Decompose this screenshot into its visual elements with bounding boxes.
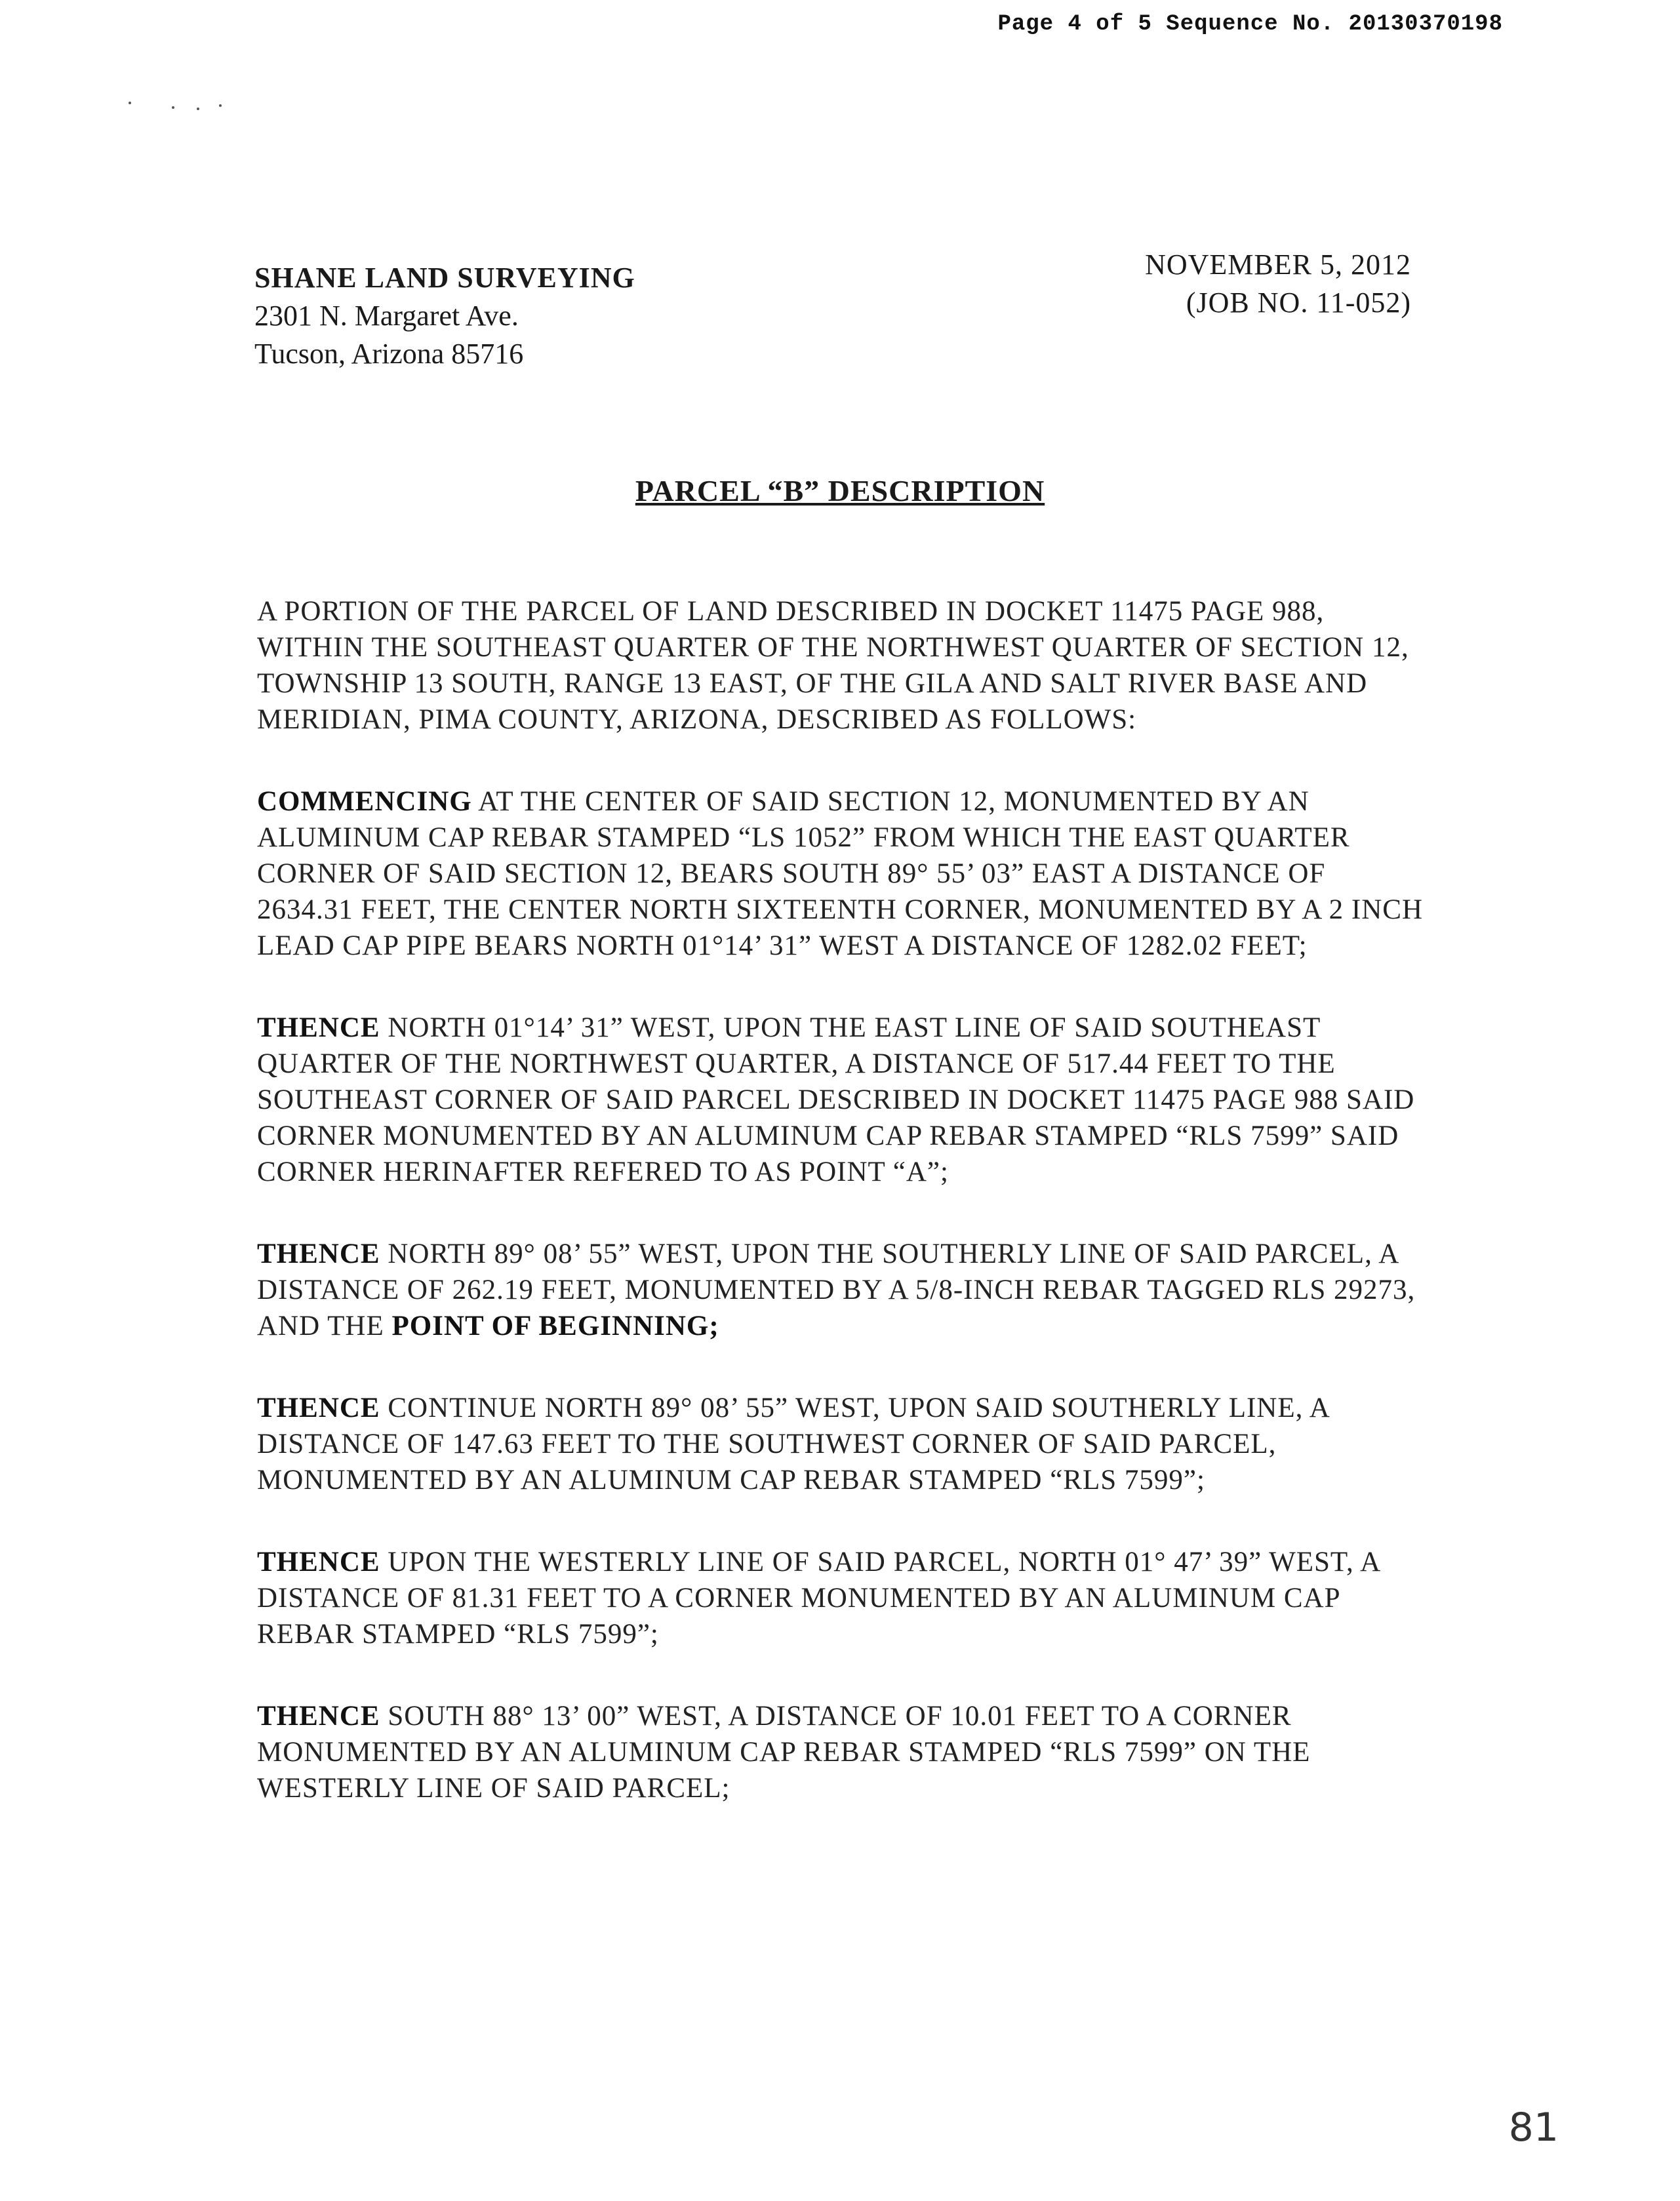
paragraph-lead: COMMENCING [257,786,472,817]
company-name: SHANE LAND SURVEYING [254,262,635,294]
scan-speck [129,102,131,104]
page-sequence-header: Page 4 of 5 Sequence No. 20130370198 [997,12,1503,37]
scan-speck [219,104,222,107]
thence-paragraph-4 [257,1544,1424,1652]
document-date: NOVEMBER 5, 2012 [1145,248,1411,281]
paragraph-text: AT THE CENTER OF SAID SECTION 12, MONUMENTED BY AN ALUMINUM CAP REBAR STAMPED “LS 1052” FROM WHICH THE EAST QUARTER CORNER OF SAID SECTION 12, BEARS SOUTH 89° 55’ 03” EAST A DISTANCE OF 2634.31 FEET, THE CENTER NORTH SIXTEENTH CORNER, MONUMENTED BY A 2 INCH LEAD CAP PIPE BEARS NORTH 01°14’ 31” WEST A DISTANCE OF 1282.02 FEET; [257,786,1424,961]
paragraph-text: UPON THE WESTERLY LINE OF SAID PARCEL, NORTH 01° 47’ 39” WEST, A DISTANCE OF 81.31 FEET TO A CORNER MONUMENTED BY AN ALUMINUM CAP REBAR STAMPED “RLS 7599”; [257,1547,1380,1650]
dateline-block [1145,246,1411,322]
thence-paragraph-3 [257,1390,1424,1498]
thence-paragraph-2 [257,1236,1424,1344]
paragraph-text: NORTH 89° 08’ 55” WEST, UPON THE SOUTHERLY LINE OF SAID PARCEL, A DISTANCE OF 262.19 FEET, MONUMENTED BY A 5/8-INCH REBAR TAGGED RLS 29273, AND THE [257,1239,1416,1341]
job-number: (JOB NO. 11-052) [1186,287,1411,319]
paragraph-lead: THENCE [257,1239,380,1269]
paragraph-text: SOUTH 88° 13’ 00” WEST, A DISTANCE OF 10.01 FEET TO A CORNER MONUMENTED BY AN ALUMINUM CAP REBAR STAMPED “RLS 7599” ON THE WESTERLY LINE OF SAID PARCEL; [257,1701,1311,1804]
thence-paragraph-1 [257,1010,1424,1190]
legal-description-body [257,593,1424,1852]
paragraph-lead: THENCE [257,1393,380,1423]
company-block [254,259,635,373]
document-title: PARCEL “B” DESCRIPTION [635,474,1045,507]
paragraph-lead: THENCE [257,1012,380,1043]
paragraph-lead: THENCE [257,1701,380,1732]
thence-paragraph-5 [257,1698,1424,1806]
company-address-line1: 2301 N. Margaret Ave. [254,300,519,332]
point-of-beginning: POINT OF BEGINNING; [391,1311,719,1341]
scan-speck [197,108,199,110]
commencing-paragraph [257,783,1424,964]
scan-speck [172,106,174,109]
company-address-line2: Tucson, Arizona 85716 [254,338,524,370]
paragraph-text: CONTINUE NORTH 89° 08’ 55” WEST, UPON SAID SOUTHERLY LINE, A DISTANCE OF 147.63 FEET TO THE SOUTHWEST CORNER OF SAID PARCEL, MONUMENTED BY AN ALUMINUM CAP REBAR STAMPED “RLS 7599”; [257,1393,1329,1496]
paragraph-text: NORTH 01°14’ 31” WEST, UPON THE EAST LINE OF SAID SOUTHEAST QUARTER OF THE NORTHWEST QUARTER, A DISTANCE OF 517.44 FEET TO THE SOUTHEAST CORNER OF SAID PARCEL DESCRIBED IN DOCKET 11475 PAGE 988 SAID CORNER MONUMENTED BY AN ALUMINUM CAP REBAR STAMPED “RLS 7599” SAID CORNER HERINAFTER REFERED TO AS POINT “A”; [257,1012,1415,1187]
handwritten-page-mark: 81 [1508,2105,1559,2151]
intro-paragraph: A PORTION OF THE PARCEL OF LAND DESCRIBED IN DOCKET 11475 PAGE 988, WITHIN THE SOUTHEAST QUARTER OF THE NORTHWEST QUARTER OF SECTION 12, TOWNSHIP 13 SOUTH, RANGE 13 EAST, OF THE GILA AND SALT RIVER BASE AND MERIDIAN, PIMA COUNTY, ARIZONA, DESCRIBED AS FOLLOWS: [257,596,1409,735]
paragraph-lead: THENCE [257,1547,380,1577]
